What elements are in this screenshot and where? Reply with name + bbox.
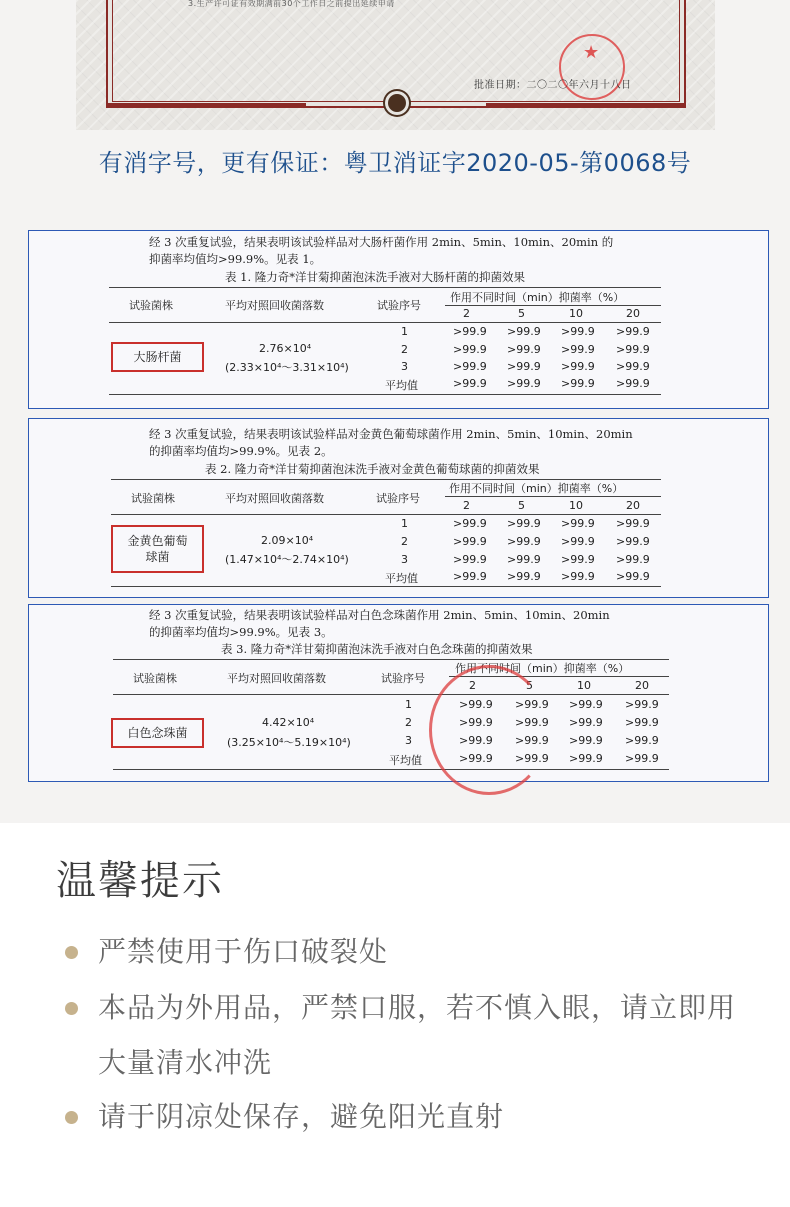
seq-cell: 2 (401, 535, 408, 548)
time-header: 10 (569, 499, 583, 512)
seq-cell: 平均值 (389, 754, 422, 767)
time-header: 2 (469, 679, 476, 692)
avg-value: 2.09×10⁴ (261, 534, 314, 547)
rate-cell: >99.9 (561, 570, 595, 583)
rate-cell: >99.9 (561, 517, 595, 530)
avg-value: 2.76×10⁴ (259, 342, 312, 355)
rate-cell: >99.9 (569, 716, 603, 729)
rate-cell: >99.9 (561, 343, 595, 356)
ornament-icon (388, 94, 406, 112)
seq-cell: 平均值 (385, 379, 418, 392)
certificate-image (76, 0, 715, 130)
ornament-line-right (486, 103, 686, 106)
time-header: 20 (635, 679, 649, 692)
rate-cell: >99.9 (453, 360, 487, 373)
rate-cell: >99.9 (453, 343, 487, 356)
col-header-rate: 作用不同时间（min）抑菌率（%） (450, 291, 625, 304)
rate-cell: >99.9 (507, 360, 541, 373)
rate-cell: >99.9 (616, 343, 650, 356)
rate-cell: >99.9 (507, 325, 541, 338)
col-header-strain: 试验菌株 (129, 299, 173, 312)
strain-label-line: 金黄色葡萄 (127, 534, 188, 548)
approval-date: 批准日期：二〇二〇年六月十八日 (474, 80, 632, 91)
rate-cell: >99.9 (459, 716, 493, 729)
rate-cell: >99.9 (616, 360, 650, 373)
table-rule (109, 287, 661, 288)
bullet-icon (65, 946, 78, 959)
seq-cell: 1 (405, 698, 412, 711)
rate-cell: >99.9 (569, 752, 603, 765)
rate-cell: >99.9 (515, 734, 549, 747)
rate-cell: >99.9 (507, 343, 541, 356)
rate-cell: >99.9 (507, 535, 541, 548)
reminder-text: 严禁使用于伤口破裂处 (98, 935, 389, 968)
bullet-icon (65, 1002, 78, 1015)
time-header: 5 (526, 679, 533, 692)
avg-value: 4.42×10⁴ (262, 716, 315, 729)
seq-cell: 3 (401, 360, 408, 373)
seq-cell: 3 (405, 734, 412, 747)
col-header-seq: 试验序号 (376, 492, 420, 505)
intro-line: 经 3 次重复试验，结果表明该试验样品对白色念珠菌作用 2min、5min、10min、20min (149, 608, 610, 622)
table-rule (111, 514, 661, 515)
rate-cell: >99.9 (453, 325, 487, 338)
highlighted-strain: 白色念珠菌 (111, 718, 204, 748)
rate-cell: >99.9 (616, 535, 650, 548)
test-report-table-3 (28, 604, 769, 782)
seq-cell: 1 (401, 325, 408, 338)
rate-cell: >99.9 (625, 716, 659, 729)
col-header-seq: 试验序号 (377, 299, 421, 312)
test-report-table-2 (28, 418, 769, 598)
rate-cell: >99.9 (453, 377, 487, 390)
intro-line: 经 3 次重复试验，结果表明该试验样品对大肠杆菌作用 2min、5min、10min、20min 的 (149, 235, 614, 249)
rate-cell: >99.9 (625, 734, 659, 747)
rate-cell: >99.9 (459, 752, 493, 765)
rate-cell: >99.9 (507, 553, 541, 566)
col-header-strain: 试验菌株 (131, 492, 175, 505)
avg-range: (3.25×10⁴～5.19×10⁴) (227, 736, 351, 749)
rate-cell: >99.9 (616, 325, 650, 338)
seq-cell: 平均值 (385, 572, 418, 585)
intro-line: 的抑菌率均值均>99.9%。见表 3。 (149, 625, 333, 639)
table-rule (111, 586, 661, 587)
intro-text (149, 607, 610, 641)
intro-line: 抑菌率均值均>99.9%。见表 1。 (149, 252, 322, 266)
rate-cell: >99.9 (561, 553, 595, 566)
rate-cell: >99.9 (453, 570, 487, 583)
rate-cell: >99.9 (616, 553, 650, 566)
intro-text (149, 426, 633, 460)
highlighted-strain: 大肠杆菌 (111, 342, 204, 372)
seq-cell: 2 (401, 343, 408, 356)
rate-cell: >99.9 (616, 570, 650, 583)
reminder-text: 本品为外用品，严禁口服，若不慎入眼，请立即用 (98, 991, 737, 1024)
rate-cell: >99.9 (453, 553, 487, 566)
table-caption: 表 1. 隆力奇*洋甘菊抑菌泡沫洗手液对大肠杆菌的抑菌效果 (225, 270, 526, 284)
intro-line: 经 3 次重复试验，结果表明该试验样品对金黄色葡萄球菌作用 2min、5min、10min、20min (149, 427, 633, 441)
rate-cell: >99.9 (561, 325, 595, 338)
col-header-avg: 平均对照回收菌落数 (225, 299, 324, 312)
time-header: 2 (463, 307, 470, 320)
reminder-title: 温馨提示 (56, 858, 224, 904)
rate-cell: >99.9 (625, 752, 659, 765)
sub-header-rule (445, 496, 661, 497)
test-report-table-1 (28, 230, 769, 409)
col-header-strain: 试验菌株 (133, 672, 177, 685)
table-rule (109, 322, 661, 323)
seq-cell: 2 (405, 716, 412, 729)
ornament-line-left (106, 103, 306, 106)
table-caption: 表 2. 隆力奇*洋甘菊抑菌泡沫洗手液对金黄色葡萄球菌的抑菌效果 (205, 462, 540, 476)
time-header: 10 (577, 679, 591, 692)
time-header: 5 (518, 307, 525, 320)
rate-cell: >99.9 (459, 698, 493, 711)
highlighted-strain (111, 525, 204, 573)
rate-cell: >99.9 (616, 517, 650, 530)
seq-cell: 3 (401, 553, 408, 566)
avg-range: (2.33×10⁴～3.31×10⁴) (225, 361, 349, 374)
rate-cell: >99.9 (561, 377, 595, 390)
rate-cell: >99.9 (569, 734, 603, 747)
rate-cell: >99.9 (507, 517, 541, 530)
table-rule (113, 694, 669, 695)
rate-cell: >99.9 (616, 377, 650, 390)
rate-cell: >99.9 (515, 716, 549, 729)
rate-cell: >99.9 (507, 377, 541, 390)
rate-cell: >99.9 (515, 698, 549, 711)
reminder-text: 请于阴凉处保存，避免阳光直射 (98, 1100, 505, 1133)
time-header: 20 (626, 307, 640, 320)
license-caption: 有消字号，更有保证：粤卫消证字2020-05-第0068号 (98, 149, 692, 177)
rate-cell: >99.9 (459, 734, 493, 747)
rate-cell: >99.9 (625, 698, 659, 711)
time-header: 2 (463, 499, 470, 512)
rate-cell: >99.9 (561, 360, 595, 373)
reminder-text: 大量清水冲洗 (98, 1046, 273, 1079)
intro-text (149, 234, 613, 268)
col-header-rate: 作用不同时间（min）抑菌率（%） (455, 662, 630, 675)
strain-label-line: 球菌 (145, 550, 170, 564)
table-caption: 表 3. 隆力奇*洋甘菊抑菌泡沫洗手液对白色念珠菌的抑菌效果 (221, 642, 533, 656)
col-header-avg: 平均对照回收菌落数 (227, 672, 326, 685)
table-rule (109, 394, 661, 395)
col-header-seq: 试验序号 (381, 672, 425, 685)
col-header-rate: 作用不同时间（min）抑菌率（%） (449, 482, 624, 495)
rate-cell: >99.9 (569, 698, 603, 711)
rate-cell: >99.9 (561, 535, 595, 548)
bullet-icon (65, 1111, 78, 1124)
time-header: 20 (626, 499, 640, 512)
time-header: 5 (518, 499, 525, 512)
time-header: 10 (569, 307, 583, 320)
certificate-small-text: 3.生产许可证有效期满前30个工作日之前提出延续申请 (188, 0, 395, 8)
intro-line: 的抑菌率均值均>99.9%。见表 2。 (149, 444, 333, 458)
table-rule (113, 769, 669, 770)
rate-cell: >99.9 (453, 517, 487, 530)
sub-header-rule (445, 305, 661, 306)
rate-cell: >99.9 (515, 752, 549, 765)
reminder-section (0, 823, 790, 1207)
rate-cell: >99.9 (453, 535, 487, 548)
red-stamp (429, 665, 549, 795)
avg-range: (1.47×10⁴～2.74×10⁴) (225, 553, 349, 566)
col-header-avg: 平均对照回收菌落数 (225, 492, 324, 505)
seq-cell: 1 (401, 517, 408, 530)
rate-cell: >99.9 (507, 570, 541, 583)
